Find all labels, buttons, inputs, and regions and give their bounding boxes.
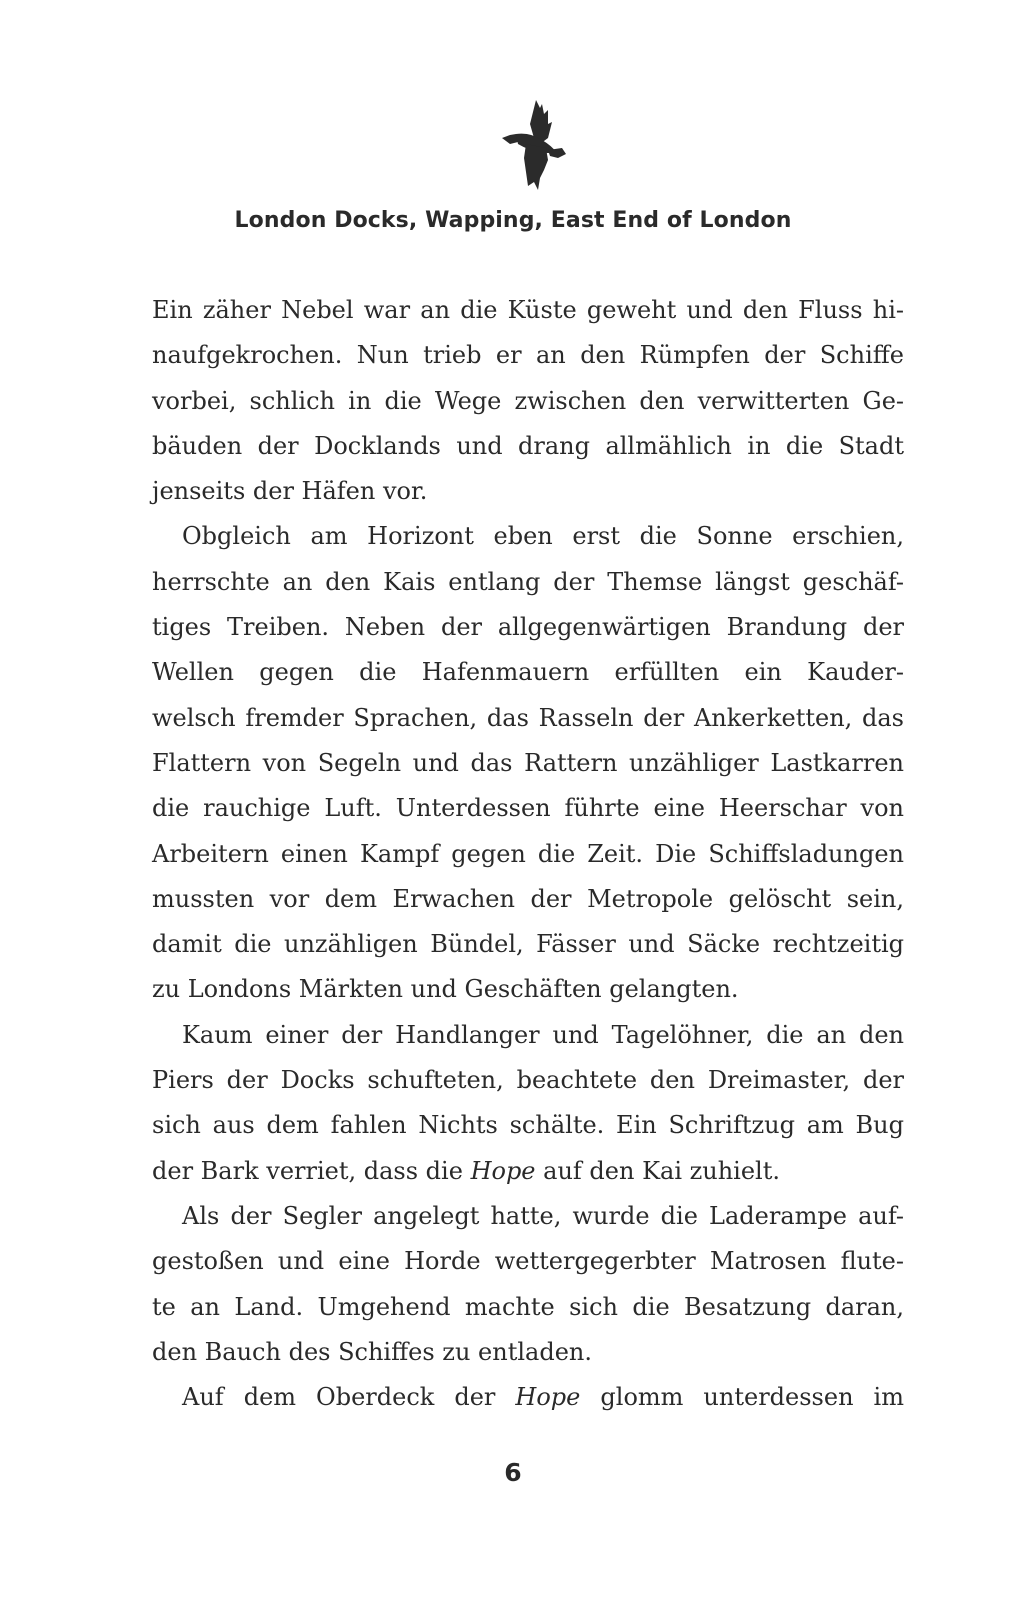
text-line [152,1149,904,1194]
text-line: naufgekrochen. Nun trieb er an den Rümpfen der Schiffe [152,341,904,370]
text-line: Wellen gegen die Hafenmauern erfüllten ein Kauder- [152,658,904,687]
text-line: gestoßen und eine Horde wettergegerbter Matrosen flute- [152,1247,904,1276]
text-line: Kaum einer der Handlanger und Tagelöhner, die an den [182,1020,904,1049]
text-line: bäuden der Docklands und drang allmählich in die Stadt [152,431,904,460]
text-segment: glomm unterdessen im [580,1383,904,1412]
text-line: vorbei, schlich in die Wege zwischen den verwitterten Ge- [152,386,904,415]
page-number: 6 [504,1458,522,1487]
text-line: die rauchige Luft. Unterdessen führte eine Heerschar von [152,794,904,823]
text-line: den Bauch des Schiffes zu entladen. [152,1337,592,1366]
text-line: Obgleich am Horizont eben erst die Sonne erschien, [182,522,904,551]
text-line: jenseits der Häfen vor. [152,477,428,506]
text-line: Piers der Docks schufteten, beachtete den Dreimaster, der [152,1066,904,1095]
text-line: te an Land. Umgehend machte sich die Besatzung daran, [152,1292,904,1321]
ship-name: Hope [515,1383,581,1412]
text-line: zu Londons Märkten und Geschäften gelangten. [152,975,739,1004]
text-segment: auf den Kai zuhielt. [535,1156,781,1185]
text-line: sich aus dem fahlen Nichts schälte. Ein Schriftzug am Bug [152,1111,904,1140]
text-line: Ein zäher Nebel war an die Küste geweht und den Fluss hi- [152,296,904,324]
raven-icon [496,98,568,194]
text-line [152,1375,904,1420]
text-segment: Auf dem Oberdeck der [182,1383,516,1412]
text-line: damit die unzähligen Bündel, Fässer und Säcke rechtzeitig [152,930,904,959]
text-line: mussten vor dem Erwachen der Metropole gelöscht sein, [152,884,904,913]
text-segment: der Bark verriet, dass die [152,1156,471,1185]
chapter-heading: London Docks, Wapping, East End of London [234,208,792,233]
text-line: welsch fremder Sprachen, das Rasseln der Ankerketten, das [152,703,904,732]
text-line: Flattern von Segeln und das Rattern unzähliger Lastkarren [152,748,904,777]
body-text [152,288,904,1420]
ship-name: Hope [470,1156,536,1185]
text-line: herrschte an den Kais entlang der Themse längst geschäf- [152,567,904,596]
text-line: Arbeitern einen Kampf gegen die Zeit. Die Schiffsladungen [152,839,904,868]
text-line: tiges Treiben. Neben der allgegenwärtigen Brandung der [152,613,904,642]
text-line: Als der Segler angelegt hatte, wurde die Laderampe auf- [182,1201,904,1230]
